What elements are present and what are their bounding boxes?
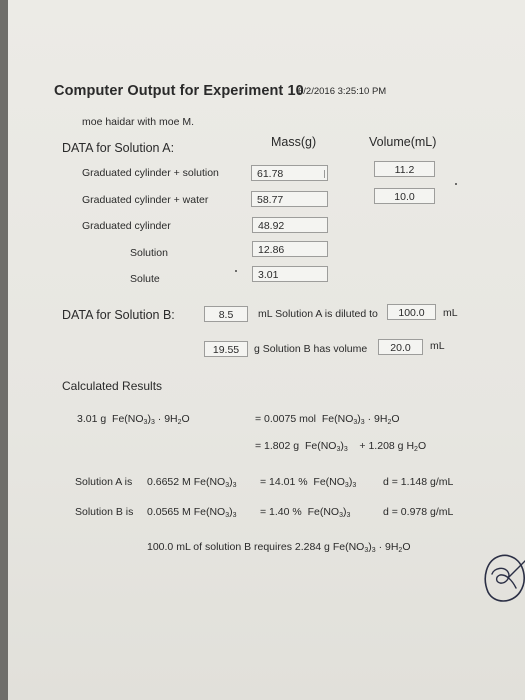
volume-cyl-solution: 11.2 (374, 161, 435, 177)
timestamp: 6/2/2016 3:25:10 PM (298, 86, 387, 97)
solution-a-percent: = 14.01 % $Fe(NO_3)_3$ (260, 476, 357, 489)
unit-ml-b: mL (430, 340, 445, 352)
row-label-cyl: Graduated cylinder (82, 220, 171, 232)
mass-text: g Solution B has volume (254, 343, 368, 355)
stray-mark (455, 183, 457, 185)
solution-a-density: d = 1.148 g/mL (383, 476, 454, 488)
solution-b-heading: DATA for Solution B: (62, 308, 175, 322)
result-split-mass: = 1.802 g $Fe(NO_3)_3$ + 1.208 g $H_2O$ (255, 440, 427, 453)
volume-column-header: Volume(mL) (369, 135, 437, 149)
diluted-to-volume: 100.0 (387, 304, 436, 320)
solution-a-result-label: Solution A is (75, 476, 133, 488)
mass-cyl-solution: 61.78 (251, 165, 328, 181)
unit-ml-a: mL (443, 307, 458, 319)
page-title: Computer Output for Experiment 10 (54, 83, 304, 99)
solution-a-molarity: 0.6652 M $Fe(NO_3)_3$ (147, 476, 237, 489)
row-label-solute: Solute (130, 273, 160, 285)
mass-column-header: Mass(g) (271, 135, 317, 149)
solution-b-percent: = 1.40 % $Fe(NO_3)_3$ (260, 506, 351, 519)
solution-b-result-label: Solution B is (75, 506, 134, 518)
solution-a-heading: DATA for Solution A: (62, 141, 175, 155)
mass-cyl-water: 58.77 (251, 191, 328, 207)
result-solute-mass: 3.01 g $Fe(NO_3)_3 \cdot 9H_2O$ (77, 413, 190, 426)
mass-cyl: 48.92 (252, 217, 328, 233)
solution-b-volume: 20.0 (378, 339, 423, 355)
author-line: moe haidar with moe M. (82, 116, 195, 128)
diluted-text: mL Solution A is diluted to (258, 308, 378, 320)
document-page (8, 0, 525, 700)
mass-solution: 12.86 (252, 241, 328, 257)
stray-mark (235, 270, 237, 272)
volume-cyl-water: 10.0 (374, 188, 435, 204)
solution-b-molarity: 0.0565 M $Fe(NO_3)_3$ (147, 506, 237, 519)
results-heading: Calculated Results (62, 379, 163, 393)
solution-b-density: d = 0.978 g/mL (383, 506, 454, 518)
diluted-volume: 8.5 (204, 306, 248, 322)
final-requirement: 100.0 mL of solution B requires 2.284 g $Fe(NO_3)_3 \cdot 9H_2O$ (147, 541, 411, 554)
row-label-cyl-water: Graduated cylinder + water (82, 194, 209, 206)
row-label-solution: Solution (130, 247, 168, 259)
mass-solute: 3.01 (252, 266, 328, 282)
result-moles: = 0.0075 mol $Fe(NO_3)_3 \cdot 9H_2O$ (255, 413, 400, 426)
row-label-cyl-solution: Graduated cylinder + solution (82, 167, 219, 179)
handwritten-signature-icon (478, 548, 525, 608)
solution-b-mass: 19.55 (204, 341, 248, 357)
